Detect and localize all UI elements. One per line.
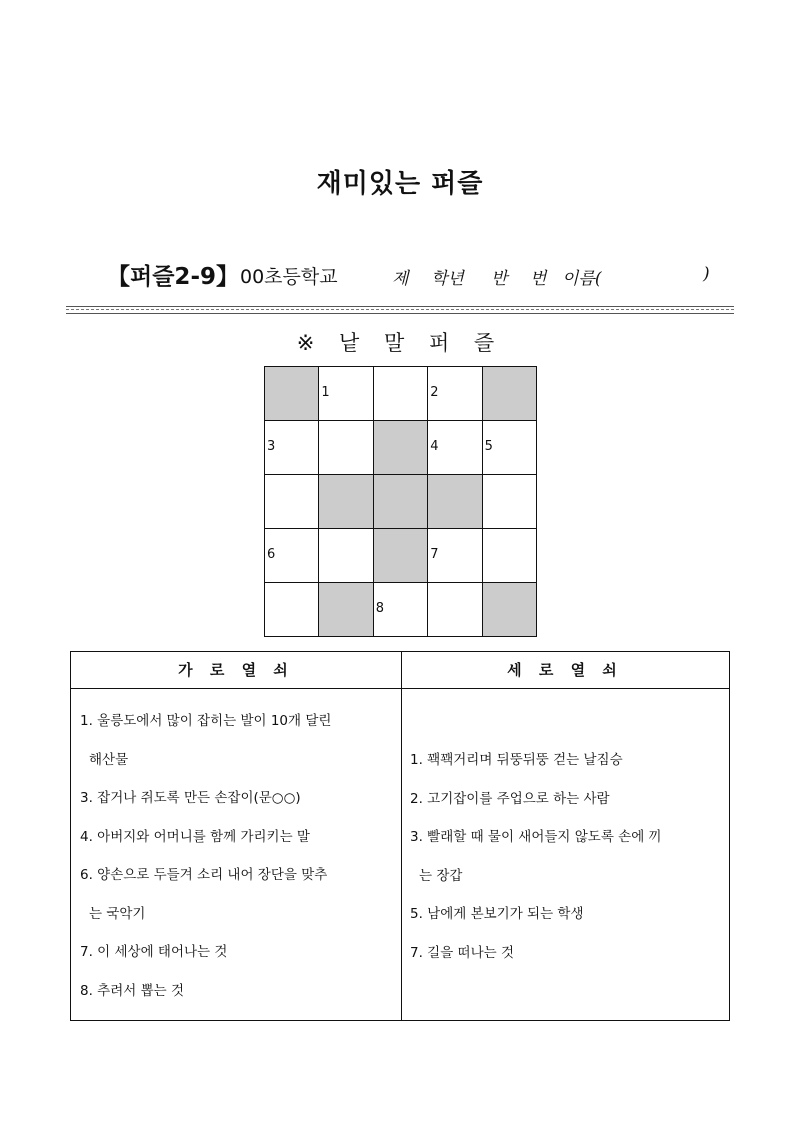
grid-cell[interactable] <box>374 367 428 421</box>
name-label: 이름( <box>562 269 602 289</box>
grid-cell[interactable] <box>265 583 319 637</box>
grid-cell <box>319 583 373 637</box>
cell-number: 3 <box>267 439 276 454</box>
grid-cell[interactable] <box>319 421 373 475</box>
header-line <box>107 258 727 294</box>
across-clue: 3. 잡거나 쥐도록 만든 손잡이(문○○) <box>80 790 301 806</box>
grid-cell[interactable] <box>428 583 482 637</box>
cell-number: 6 <box>267 547 276 562</box>
grid-cell[interactable] <box>428 529 482 583</box>
down-clue: 5. 남에게 본보기가 되는 학생 <box>410 906 584 922</box>
across-clues-column <box>71 652 402 1020</box>
down-clue: 3. 빨래할 때 물이 새어들지 않도록 손에 끼 <box>410 829 662 845</box>
down-clue: 1. 꽥꽥거리며 뒤뚱뒤뚱 걷는 날짐승 <box>410 752 623 768</box>
page-title: 재미있는 퍼즐 <box>316 169 484 199</box>
across-clue: 는 국악기 <box>89 905 146 922</box>
down-header: 세 로 열 쇠 <box>401 652 729 689</box>
down-clue-list <box>401 689 729 972</box>
puzzle-label: 【퍼즐2-9】 <box>107 264 239 290</box>
across-clue: 4. 아버지와 어머니를 함께 가리키는 말 <box>80 828 310 845</box>
across-clue: 1. 울릉도에서 많이 잡히는 발이 10개 달린 <box>80 713 332 729</box>
separator-line <box>66 306 734 314</box>
grid-cell[interactable] <box>483 475 537 529</box>
across-clue: 해산물 <box>89 751 129 768</box>
crossword-grid <box>264 366 537 637</box>
grid-cell[interactable] <box>265 529 319 583</box>
grid-cell[interactable] <box>428 367 482 421</box>
grid-cell <box>428 475 482 529</box>
class-label: 반 <box>491 269 508 289</box>
cell-number: 2 <box>430 385 439 400</box>
year-label: 학년 <box>431 269 464 289</box>
grid-cell[interactable] <box>265 475 319 529</box>
across-header: 가 로 열 쇠 <box>71 652 401 689</box>
cell-number: 7 <box>430 547 439 562</box>
grid-cell <box>319 475 373 529</box>
grid-cell <box>374 529 428 583</box>
cell-number: 1 <box>321 385 330 400</box>
grid-cell[interactable] <box>319 367 373 421</box>
name-close: ) <box>703 264 710 284</box>
down-clue: 7. 길을 떠나는 것 <box>410 944 514 961</box>
grid-cell[interactable] <box>319 529 373 583</box>
number-label: 번 <box>530 269 547 289</box>
clue-table <box>70 651 730 1021</box>
across-clue-list <box>71 689 401 1010</box>
grid-cell <box>265 367 319 421</box>
grid-cell <box>483 367 537 421</box>
across-clue: 6. 양손으로 두들겨 소리 내어 장단을 맞추 <box>80 867 328 883</box>
across-clue: 7. 이 세상에 태어나는 것 <box>80 944 228 960</box>
down-clue: 2. 고기잡이를 주업으로 하는 사람 <box>410 790 610 807</box>
down-clues-column <box>401 652 729 1020</box>
grid-cell[interactable] <box>265 421 319 475</box>
school-name: 00초등학교 <box>240 266 338 288</box>
puzzle-subtitle: ※ 낱 말 퍼 즐 <box>296 331 504 355</box>
grid-cell <box>483 583 537 637</box>
grid-cell[interactable] <box>483 529 537 583</box>
grid-cell[interactable] <box>483 421 537 475</box>
grid-cell[interactable] <box>374 583 428 637</box>
grade-label: 제 <box>392 269 409 289</box>
grid-cell <box>374 421 428 475</box>
grid-cell[interactable] <box>428 421 482 475</box>
cell-number: 5 <box>484 439 493 454</box>
down-clue: 는 장갑 <box>419 867 463 884</box>
cell-number: 8 <box>375 601 385 616</box>
grid-cell <box>374 475 428 529</box>
cell-number: 4 <box>430 439 439 454</box>
across-clue: 8. 추려서 뽑는 것 <box>80 982 184 999</box>
